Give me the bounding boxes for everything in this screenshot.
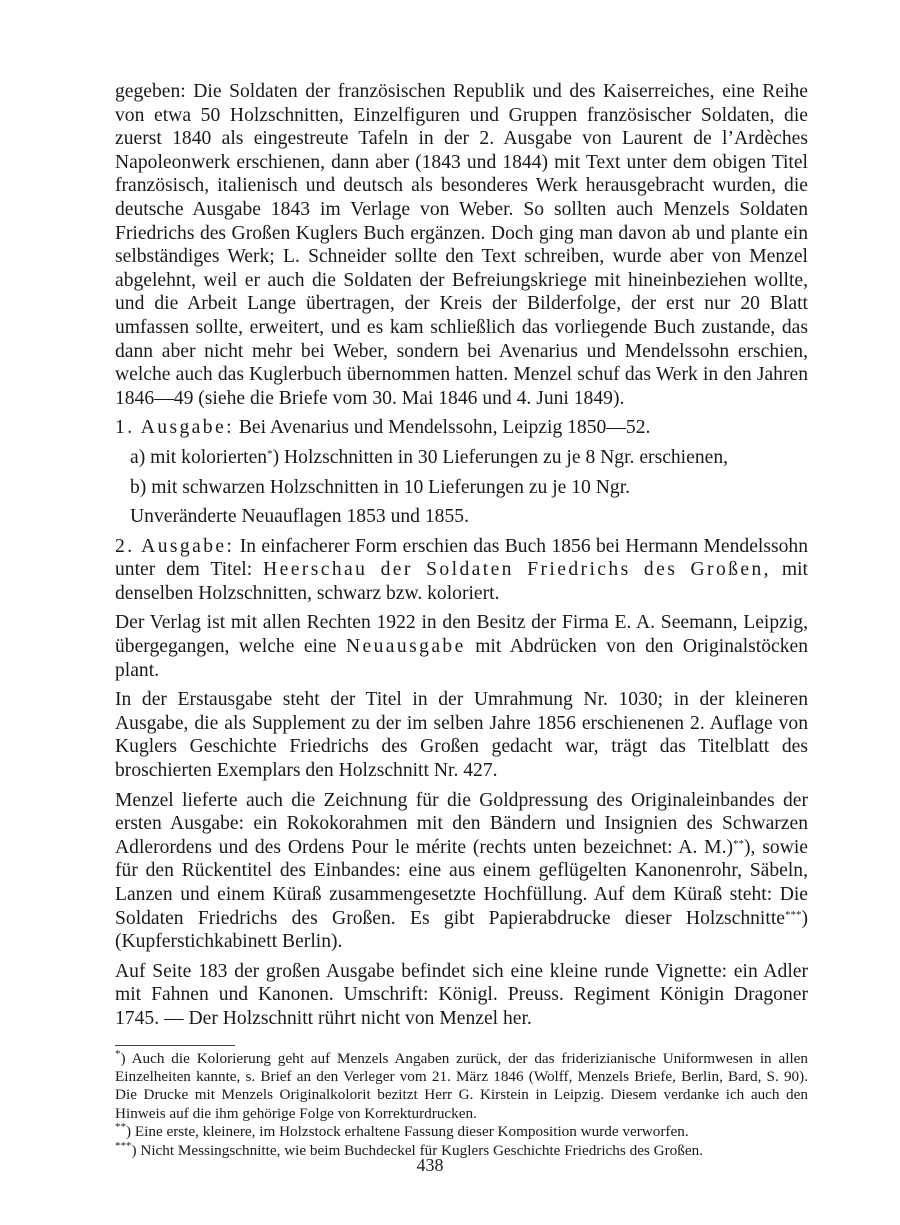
footnote-ref-3: *** bbox=[784, 908, 802, 921]
first-edition-label: 1. Ausgabe: bbox=[115, 417, 234, 439]
paragraph-first-edition bbox=[115, 416, 808, 440]
footnote-ref-2: ** bbox=[733, 837, 745, 850]
paragraph-publisher bbox=[115, 611, 808, 682]
footnote-1-text: ) Auch die Kolorierung geht auf Menzels Angaben zurück, der das friderizianische Uniformwesen in allen Einzelheiten kannte, s. Brief an den Verleger vom 21. März 1846 (Wolff, Menzels Briefe, Berlin, Bard, S. 90). Die Drucke mit Menzels Originalkolorit bezitzt Herr G. Kirstein in Leipzig. Diesem verdanke ich auch den Hinweis auf die ihm gehörige Folge von Korrekturdrucken. bbox=[115, 1049, 808, 1122]
reprints-note: Unveränderte Neuauflagen 1853 und 1855. bbox=[130, 506, 469, 528]
footnote-1-mark: * bbox=[115, 1047, 121, 1060]
second-edition-text: In einfacherer Form erschien das Buch 1856 bei Hermann Mendelssohn unter dem Titel: bbox=[115, 535, 809, 581]
footnote-divider bbox=[115, 1045, 235, 1046]
binding-text-3: ) (Kupferstichkabinett Berlin). bbox=[115, 907, 808, 953]
list-item-colored-rest: ) Holzschnitten in 30 Lieferungen zu je 8 Ngr. erschienen, bbox=[272, 446, 729, 468]
footnote-3-text: ) Nicht Messingschnitte, wie beim Buchdeckel für Kuglers Geschichte Friedrichs des Großen. bbox=[131, 1141, 703, 1159]
second-edition-label: 2. Ausgabe: bbox=[115, 535, 235, 557]
footnote-2-mark: ** bbox=[115, 1121, 126, 1134]
footnote-1 bbox=[115, 1047, 808, 1124]
paragraph-vignette: Auf Seite 183 der großen Ausgabe befindet sich eine kleine runde Vignette: ein Adler mit Fahnen und Kanonen. Umschrift: Königl. Preuss. Regiment Königin Dragoner 1745. — Der Holzschnitt rührt nicht von Menzel her. bbox=[115, 960, 808, 1029]
footnote-2 bbox=[115, 1123, 808, 1141]
paragraph-binding bbox=[115, 789, 808, 954]
second-edition-title: Heerschau der Soldaten Friedrichs des Großen, bbox=[263, 559, 771, 581]
footnote-2-text: ) Eine erste, kleinere, im Holzstock erhaltene Fassung dieser Komposition wurde verworfen. bbox=[126, 1123, 689, 1141]
second-edition-rest: mit denselben Holzschnitten, schwarz bzw. koloriert. bbox=[115, 559, 808, 604]
paragraph-second-edition bbox=[115, 535, 808, 606]
binding-text: Menzel lieferte auch die Zeichnung für die Goldpressung des Originaleinbandes der ersten Ausgabe: ein Rokokorahmen mit den Bändern und Insignien des Schwarzen Adlerordens und des Ordens Pour le mérite (rechts unten bezeichnet: A. M.) bbox=[115, 789, 808, 858]
binding-text-2: ), sowie für den Rückentitel des Einbandes: eine aus einem geflügelten Kanonenrohr, Säbeln, Lanzen und einem Küraß zusammengesetzte Hochfüllung. Auf dem Küraß steht: Die Soldaten Friedrichs des Großen. Es gibt Papierabdrucke dieser Holzschnitte bbox=[115, 836, 808, 929]
list-item-black: b) mit schwarzen Holzschnitten in 10 Lieferungen zu je 10 Ngr. bbox=[130, 476, 631, 498]
paragraph-soldaten: gegeben: Die Soldaten der französischen Republik und des Kaiserreiches, eine Reihe von etwa 50 Holzschnitten, Einzelfiguren und Gruppen französischer Soldaten, die zuerst 1840 als eingestreute Tafeln in der 2. Ausgabe von Laurent de l’Ardèches Napoleonwerk erschienen, dann aber (1843 und 1844) mit Text unter dem obigen Titel französisch, italienisch und deutsch als besonderes Werk herausgebracht wurden, die deutsche Ausgabe 1843 im Verlage von Weber. So sollten auch Menzels Soldaten Friedrichs des Großen Kuglers Buch ergänzen. Doch ging man davon ab und plante ein selbständiges Werk; L. Schneider sollte den Text schreiben, wurde aber von Menzel abgelehnt, weil er auch die Soldaten der Befreiungskriege mit hineinbeziehen wollte, und die Arbeit Lange übertragen, der Kreis der Bilderfolge, der erst nur 20 Blatt umfassen sollte, erweitert, und es kam schließlich das vorliegende Buch zustande, das dann aber nicht mehr bei Weber, sondern bei Avenarius und Mendelssohn erschien, welche auch das Kuglerbuch übernommen hatten. Menzel schuf das Werk in den Jahren 1846—49 (siehe die Briefe vom 30. Mai 1846 und 4. Juni 1849). bbox=[115, 81, 808, 409]
footnote-ref-1: * bbox=[267, 447, 273, 460]
first-edition-text: Bei Avenarius und Mendelssohn, Leipzig 1850—52. bbox=[233, 417, 651, 439]
new-edition-word: Neuausgabe bbox=[345, 636, 466, 658]
paragraph-first-edition-title: In der Erstausgabe steht der Titel in der Umrahmung Nr. 1030; in der kleineren Ausgabe, die als Supplement zu der im selben Jahre 1856 erschienenen 2. Auflage von Kuglers Geschichte Friedrichs des Großen gedacht war, trägt das Titelblatt des broschierten Exemplars den Holzschnitt Nr. 427. bbox=[115, 689, 808, 782]
page-number: 438 bbox=[416, 1155, 444, 1175]
footnote-3-mark: *** bbox=[115, 1139, 132, 1152]
publisher-rest: mit Abdrücken von den Originalstöcken plant. bbox=[115, 636, 809, 681]
list-item-colored bbox=[115, 446, 808, 470]
publisher-text: Der Verlag ist mit allen Rechten 1922 in den Besitz der Firma E. A. Seemann, Leipzig, übergegangen, welche eine bbox=[115, 612, 808, 658]
list-item-colored-text: a) mit kolorierten bbox=[130, 446, 268, 468]
